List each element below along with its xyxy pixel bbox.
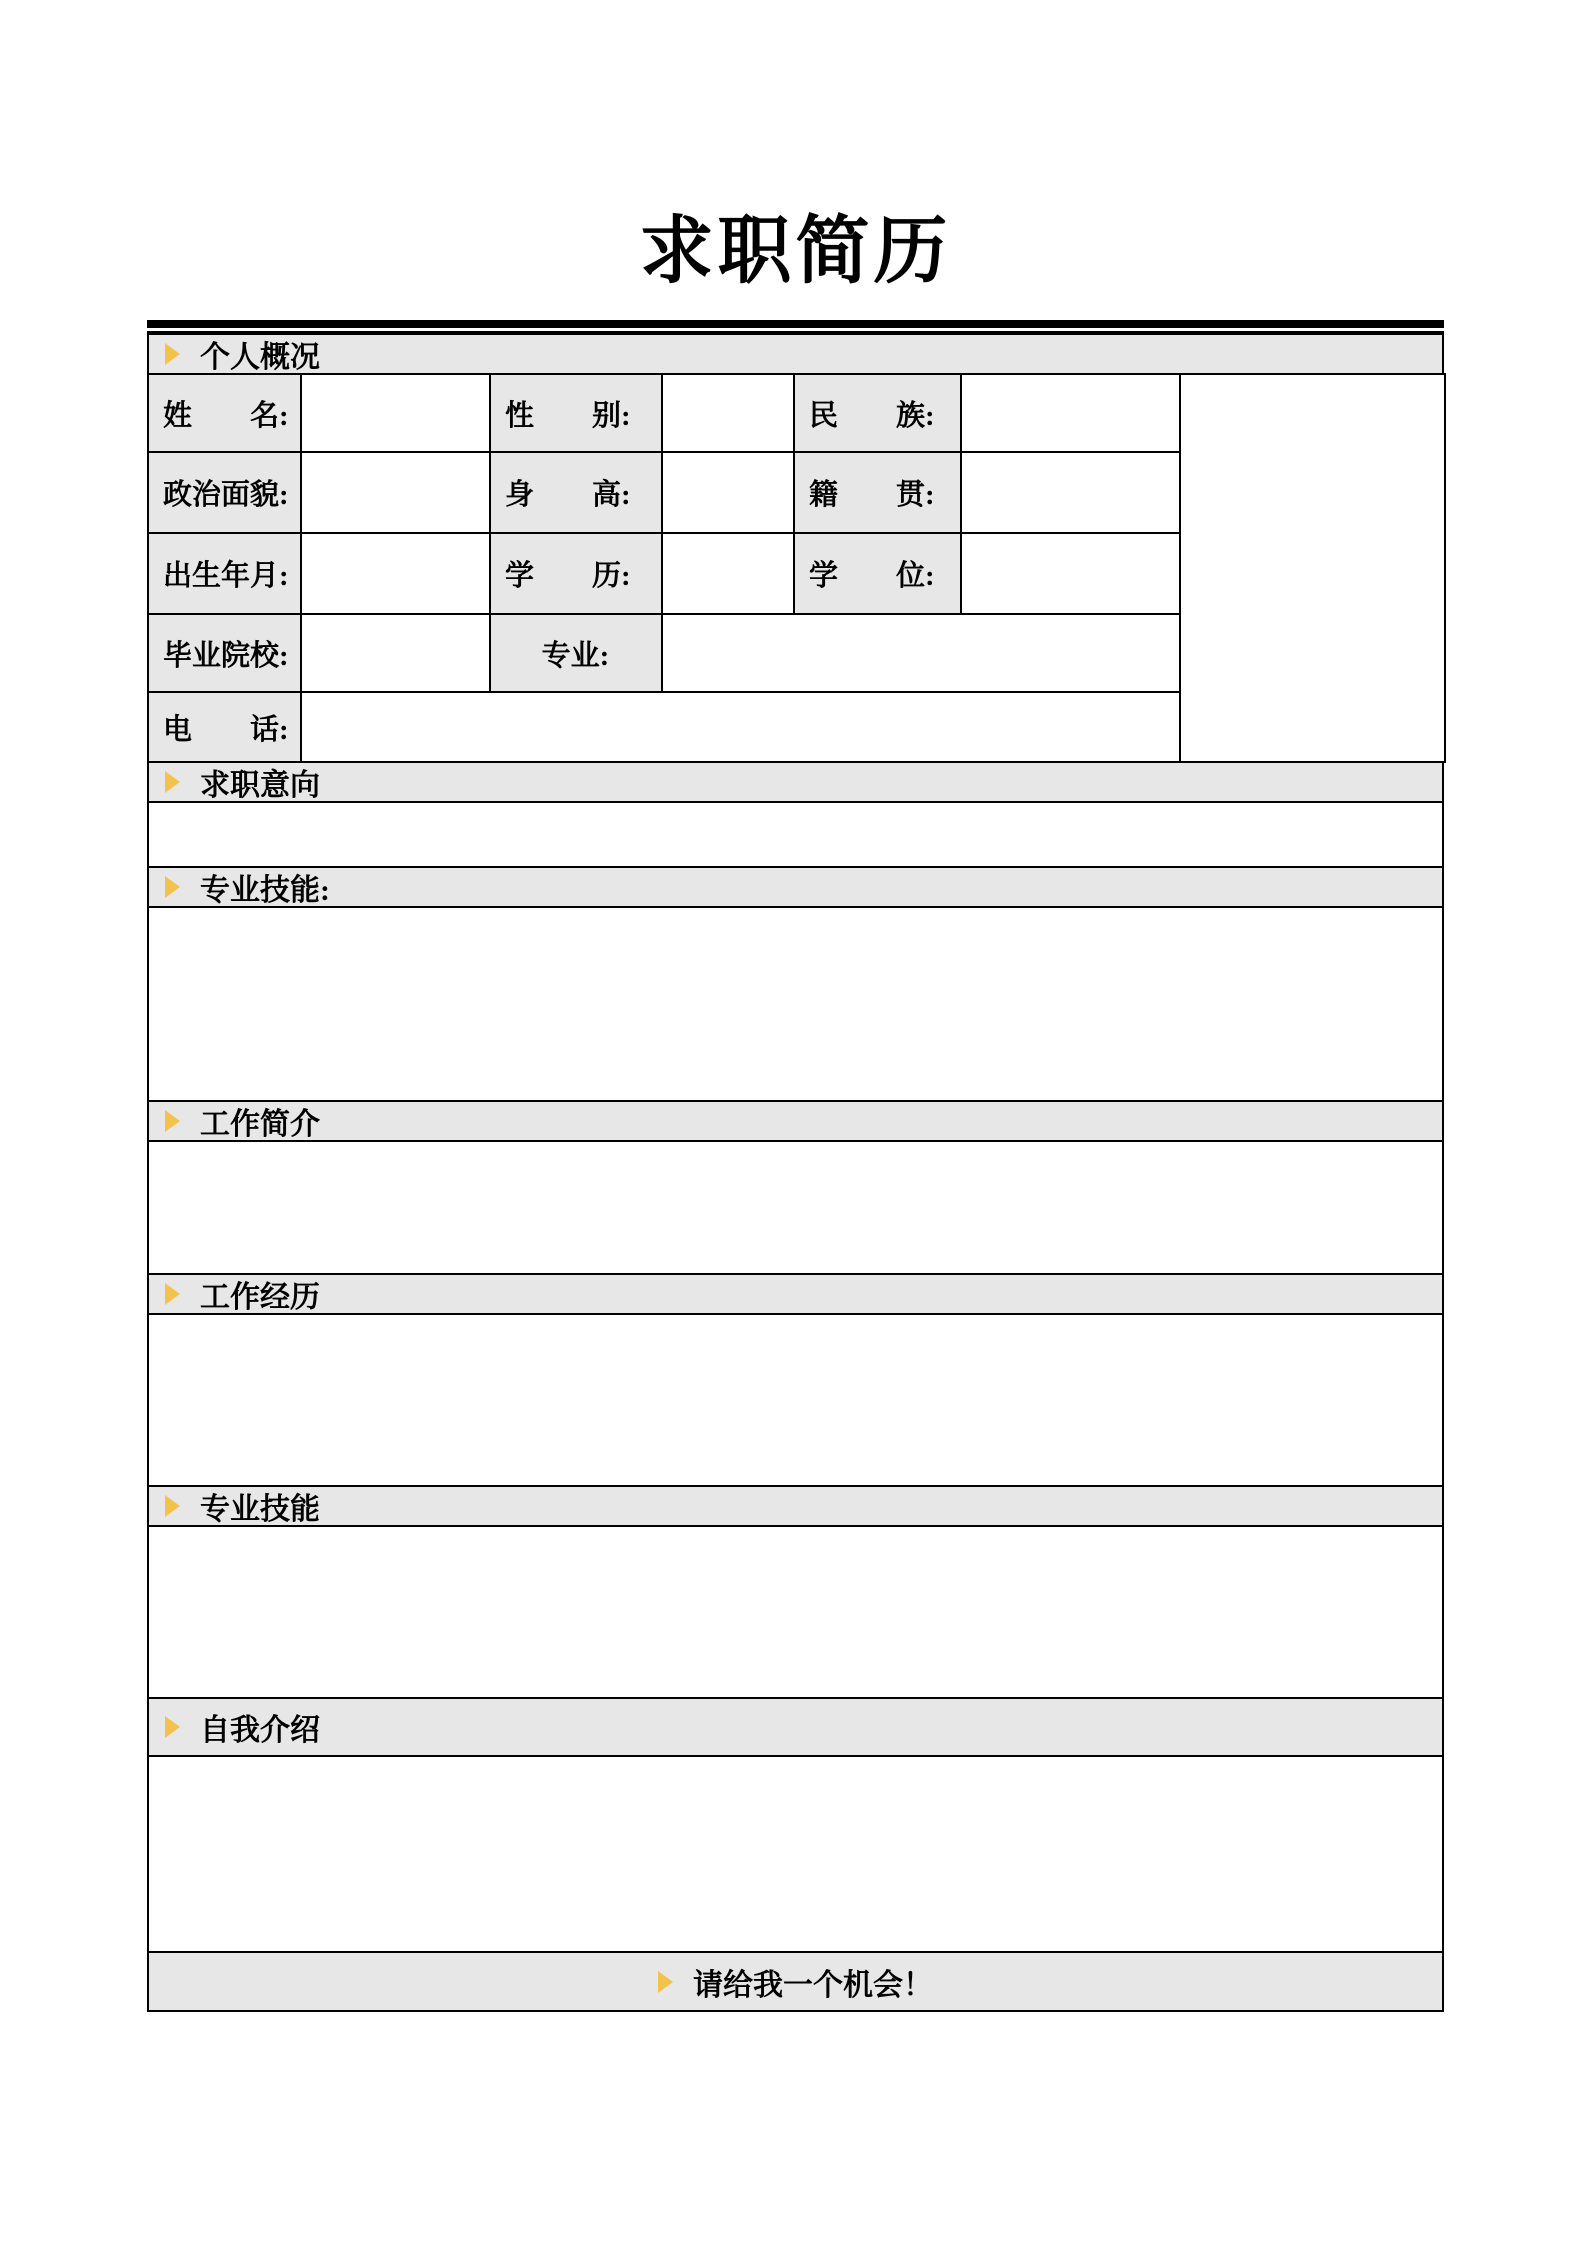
personal-info-table (147, 373, 1446, 763)
section-arrow-icon (165, 771, 180, 793)
footer-banner (147, 1951, 1444, 2012)
section-header-skills-bottom (147, 1485, 1444, 1527)
field-label-major: 专业: (490, 614, 662, 692)
work-intro-content-area[interactable] (147, 1142, 1444, 1273)
section-arrow-icon (165, 876, 180, 898)
section-header-work-exp (147, 1273, 1444, 1315)
field-value-gender[interactable] (662, 374, 794, 452)
section-header-label: 工作简介 (200, 1108, 320, 1141)
section-header-work-intro (147, 1100, 1444, 1142)
section-header-skills-top (147, 866, 1444, 908)
section-header-label: 自我介绍 (200, 1714, 320, 1747)
field-value-political[interactable] (301, 452, 490, 533)
field-value-ethnicity[interactable] (961, 374, 1180, 452)
section-arrow-icon (165, 1283, 180, 1305)
skills-top-content-area[interactable] (147, 908, 1444, 1100)
field-value-name[interactable] (301, 374, 490, 452)
section-header-label: 个人概况 (200, 341, 320, 374)
field-label-gender: 性 别: (490, 374, 662, 452)
section-arrow-icon (165, 1110, 180, 1132)
intention-content-area[interactable] (147, 803, 1444, 866)
field-value-native[interactable] (961, 452, 1180, 533)
document-title: 求职简历 (639, 208, 952, 294)
field-label-degree: 学 位: (794, 533, 961, 614)
section-header-label: 专业技能 (200, 1493, 320, 1526)
section-header-personal (147, 333, 1444, 375)
field-label-ethnicity: 民 族: (794, 374, 961, 452)
field-value-height[interactable] (662, 452, 794, 533)
field-label-name: 姓 名: (148, 374, 301, 452)
field-value-degree[interactable] (961, 533, 1180, 614)
field-label-native: 籍 贯: (794, 452, 961, 533)
section-header-intention (147, 761, 1444, 803)
field-value-phone[interactable] (301, 692, 1180, 762)
section-header-label: 工作经历 (200, 1281, 320, 1314)
section-arrow-icon (165, 1495, 180, 1517)
footer-banner-label: 请给我一个机会！ (693, 1968, 933, 2002)
section-arrow-icon (165, 1716, 180, 1738)
section-header-label: 专业技能: (200, 874, 330, 907)
field-label-height: 身 高: (490, 452, 662, 533)
field-value-education[interactable] (662, 533, 794, 614)
field-label-political: 政治面貌: (148, 452, 301, 533)
field-value-birth[interactable] (301, 533, 490, 614)
field-label-phone: 电 话: (148, 692, 301, 762)
skills-bottom-content-area[interactable] (147, 1527, 1444, 1697)
field-value-school[interactable] (301, 614, 490, 692)
work-exp-content-area[interactable] (147, 1315, 1444, 1485)
title-divider (147, 320, 1444, 333)
resume-page (147, 0, 1444, 2012)
section-arrow-icon (658, 1971, 673, 1993)
field-value-major[interactable] (662, 614, 1180, 692)
photo-area[interactable] (1180, 374, 1445, 762)
section-header-label: 求职意向 (200, 769, 320, 802)
section-arrow-icon (165, 343, 180, 365)
field-label-school: 毕业院校: (148, 614, 301, 692)
field-label-education: 学 历: (490, 533, 662, 614)
self-intro-content-area[interactable] (147, 1757, 1444, 1951)
section-header-self-intro (147, 1697, 1444, 1757)
field-label-birth: 出生年月: (148, 533, 301, 614)
